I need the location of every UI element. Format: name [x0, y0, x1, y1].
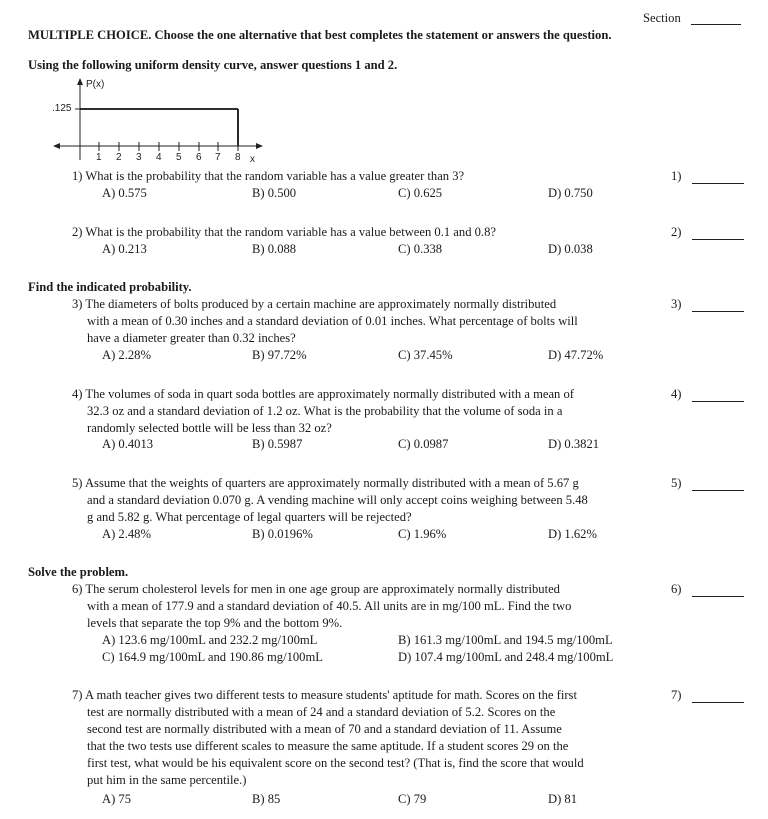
question-3-line-3: have a diameter greater than 0.32 inches? [87, 331, 296, 345]
question-3-line-2: with a mean of 0.30 inches and a standard deviation of 0.01 inches. What percentage of bolts will [87, 314, 578, 328]
question-3-number: 3) [671, 297, 682, 311]
x-tick-label-5: 5 [176, 152, 182, 163]
q2-choice-d: D) 0.038 [548, 242, 593, 256]
question-6-line-1: 6) The serum cholesterol levels for men in one age group are approximately normally distributed [72, 582, 560, 596]
question-4-line-2: 32.3 oz and a standard deviation of 1.2 oz. What is the probability that the volume of soda in a [87, 404, 563, 418]
question-2-text: 2) What is the probability that the random variable has a value between 0.1 and 0.8? [72, 225, 496, 239]
q2-choice-c: C) 0.338 [398, 242, 443, 256]
q6-choice-d: D) 107.4 mg/100mL and 248.4 mg/100mL [398, 650, 614, 664]
q5-choice-c: C) 1.96% [398, 527, 447, 541]
q3-choice-b: B) 97.72% [252, 348, 307, 362]
question-7-line-4: that the two tests use different scales to measure the same aptitude. If a student scores 29 on the [87, 739, 569, 753]
answer-blank-7[interactable] [692, 702, 744, 703]
q6-choice-a: A) 123.6 mg/100mL and 232.2 mg/100mL [102, 633, 318, 647]
answer-blank-4[interactable] [692, 401, 744, 402]
x-tick-label-6: 6 [196, 152, 202, 163]
answer-blank-3[interactable] [692, 311, 744, 312]
q6-choice-c: C) 164.9 mg/100mL and 190.86 mg/100mL [102, 650, 323, 664]
q1-choice-d: D) 0.750 [548, 186, 593, 200]
q7-choice-b: B) 85 [252, 792, 281, 806]
question-1-text: 1) What is the probability that the random variable has a value greater than 3? [72, 169, 465, 183]
question-4-line-1: 4) The volumes of soda in quart soda bottles are approximately normally distributed with a mean of [72, 387, 574, 401]
x-axis-arrow-left [53, 143, 60, 149]
part2-heading: Find the indicated probability. [28, 280, 192, 294]
q7-choice-c: C) 79 [398, 792, 427, 806]
q5-choice-b: B) 0.0196% [252, 527, 313, 541]
q2-choice-a: A) 0.213 [102, 242, 147, 256]
question-6-line-3: levels that separate the top 9% and the bottom 9%. [87, 616, 343, 630]
question-7-line-3: second test are normally distributed with a mean of 70 and a standard deviation of 11. Assume [87, 722, 562, 736]
section-answer-line [691, 24, 741, 25]
part1-heading: Using the following uniform density curve, answer questions 1 and 2. [28, 58, 398, 72]
density-graph-svg [48, 76, 278, 166]
question-1-number: 1) [671, 169, 682, 183]
density-graph [48, 76, 278, 166]
q4-choice-a: A) 0.4013 [102, 437, 154, 451]
answer-blank-5[interactable] [692, 490, 744, 491]
x-tick-label-1: 1 [96, 152, 102, 163]
q3-choice-a: A) 2.28% [102, 348, 151, 362]
q5-choice-a: A) 2.48% [102, 527, 151, 541]
x-tick-label-7: 7 [215, 152, 221, 163]
q1-choice-c: C) 0.625 [398, 186, 443, 200]
q1-choice-a: A) 0.575 [102, 186, 147, 200]
question-6-number: 6) [671, 582, 682, 596]
question-5-line-1: 5) Assume that the weights of quarters are approximately normally distributed with a mean of 5.67 g [72, 476, 579, 490]
question-7-line-1: 7) A math teacher gives two different tests to measure students' aptitude for math. Scores on the first [72, 688, 577, 702]
answer-blank-6[interactable] [692, 596, 744, 597]
x-axis-arrow-right [256, 143, 263, 149]
q6-choice-b: B) 161.3 mg/100mL and 194.5 mg/100mL [398, 633, 613, 647]
q3-choice-d: D) 47.72% [548, 348, 604, 362]
y-axis-arrow [77, 78, 83, 85]
question-7-number: 7) [671, 688, 682, 702]
question-6-line-2: with a mean of 177.9 and a standard deviation of 40.5. All units are in mg/100 mL. Find the two [87, 599, 572, 613]
answer-blank-2[interactable] [692, 239, 744, 240]
part3-heading: Solve the problem. [28, 565, 129, 579]
question-7-line-6: put him in the same percentile.) [87, 773, 247, 787]
answer-blank-1[interactable] [692, 183, 744, 184]
y-axis-label: P(x) [86, 79, 105, 90]
question-3-line-1: 3) The diameters of bolts produced by a certain machine are approximately normally distributed [72, 297, 557, 311]
q4-choice-d: D) 0.3821 [548, 437, 600, 451]
question-7-line-5: first test, what would be his equivalent score on the second test? (That is, find the score that would [87, 756, 584, 770]
q7-choice-a: A) 75 [102, 792, 132, 806]
x-axis-label: x [250, 154, 255, 165]
q3-choice-c: C) 37.45% [398, 348, 453, 362]
x-tick-label-8: 8 [235, 152, 241, 163]
question-5-number: 5) [671, 476, 682, 490]
question-4-number: 4) [671, 387, 682, 401]
instructions: MULTIPLE CHOICE. Choose the one alternative that best completes the statement or answers the question. [28, 28, 612, 42]
q2-choice-b: B) 0.088 [252, 242, 297, 256]
q7-choice-d: D) 81 [548, 792, 578, 806]
x-tick-label-2: 2 [116, 152, 122, 163]
x-tick-label-3: 3 [136, 152, 142, 163]
question-2-number: 2) [671, 225, 682, 239]
question-4-line-3: randomly selected bottle will be less than 32 oz? [87, 421, 332, 435]
x-tick-label-4: 4 [156, 152, 162, 163]
section-label: Section [643, 11, 681, 25]
question-7-line-2: test are normally distributed with a mean of 24 and a standard deviation of 5.2. Scores on the [87, 705, 556, 719]
question-5-line-2: and a standard deviation 0.070 g. A vending machine will only accept coins weighing between 5.48 [87, 493, 588, 507]
y-tick-label: .125 [52, 103, 72, 114]
q1-choice-b: B) 0.500 [252, 186, 297, 200]
q5-choice-d: D) 1.62% [548, 527, 597, 541]
q4-choice-c: C) 0.0987 [398, 437, 449, 451]
q4-choice-b: B) 0.5987 [252, 437, 303, 451]
question-5-line-3: g and 5.82 g. What percentage of legal quarters will be rejected? [87, 510, 412, 524]
